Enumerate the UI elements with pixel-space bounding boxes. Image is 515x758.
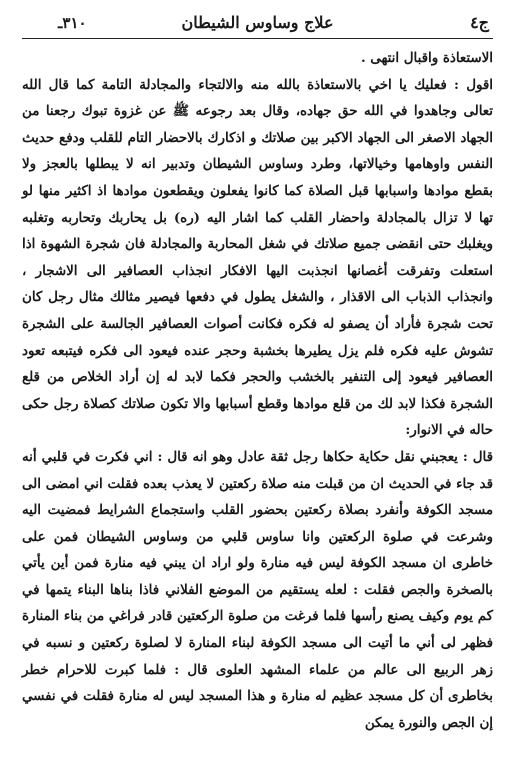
paragraph-text: يعجبني نقل حكاية حكاها رجل ثقة عادل وهو انه قال : اني فكرت في قلبي أنه قد جاء في الحديث ان من قبلت منه صلاة ركعتين لا يعذب بعده فقلت اني امضى الى مسجد الكوفة وأنفرد بصلاة ركعتين بحضور القلب واستجماع الشرايط فمضيت اليه وشرعت في صلوة الركعتين وانا ساوس قلبي من وساوس الشيطان فمن على خاطرى ان مسجد الكوفة ليس فيه منارة ولو اراد ان يبني فيه منارة فمن أين يأتي بالصخرة والجص فقلت : لعله يستقيم من الموضع الفلاني فاذا بناها البناء يتمها في كم يوم وكيف يصنع رأسها فلما فرغت من صلوة الركعتين قادر فراغي من بناء المنارة فظهر لى أني ما أتيت الى مسجد الكوفة لبناء المنارة لا لصلوة ركعتين و نسبه في زهر الربيع الى عالم من علماء المشهد العلوى قال : فلما كبرت للاحرام خطر بخاطرى أن كل مسجد عظيم له منارة و هذا المسجد ليس له منارة فقلت في نفسي إن الجص والنورة يمكن [22,448,493,731]
paragraph-opening [22,45,493,72]
body-text [22,45,493,736]
paragraph-aqul [22,72,493,444]
paragraph-text: الاستعاذة واقبال انتهى . [360,50,493,66]
paragraph-keyword: قال : [462,448,493,465]
page-number: ٣١٠ـ [58,14,87,32]
paragraph-text: فعليك يا اخي بالاستعاذة بالله منه والالتجاء والمجادلة التامة كما قال الله تعالى وجاهدوا في الله حق جهاده، وقال بعد رجوعه ﷺ عن غزوة تبوك رجعنا من الجهاد الاصغر الى الجهاد الاكبر بين صلاتك و اذكارك بالاحضار التام للقلب ودفع حديث النفس واوهامها وخيالاتها، وطرد وساوس الشيطان وتدبير انه لا يبطلها بالعجز ولا بقطع موادها واسبابها قبل الصلاة كما كانوا يفعلون ويقطعون موادها اذ اكثير منها لو تها لا تزال بالمجادلة واحضار القلب كما اشار اليه (ره) بل يحاربك وتحاربه وتغلبه ويغلبك حتى انقضى جميع صلاتك في شغل المحاربة والمجادلة فان شجرة الشهوة اذا استعلت وتفرقت أغصانها انجذبت اليها الافكار انجذاب العصافير الى الاشجار ، وانجذاب الذباب الى الاقذار ، والشغل يطول في دفعها فيصير مثالك مثال رجل كان تحت شجرة فأراد أن يصفو له فكره فكانت أصوات العصافير الجالسة على الشجرة تشوش عليه فكره فلم يزل يطيرها بخشبة وحجر عنده فيعود الى فكره فيتبعه تعود العصافير فيعود إلى التنفير بالخشب والحجر فكما لابد له إن أراد الخلاص من قلع الشجرة فكذا لابد لك من قلع موادها وقطع أسبابها والا تكون صلاتك كصلاة رجل حكى حاله في الانوار: [22,76,493,439]
header-rule [22,38,493,39]
volume-label: ج٤ [470,13,489,32]
paragraph-qal [22,444,493,737]
paragraph-keyword: اقول : [454,76,494,93]
page-header [22,8,493,38]
running-title: علاج وساوس الشيطان [181,13,334,32]
